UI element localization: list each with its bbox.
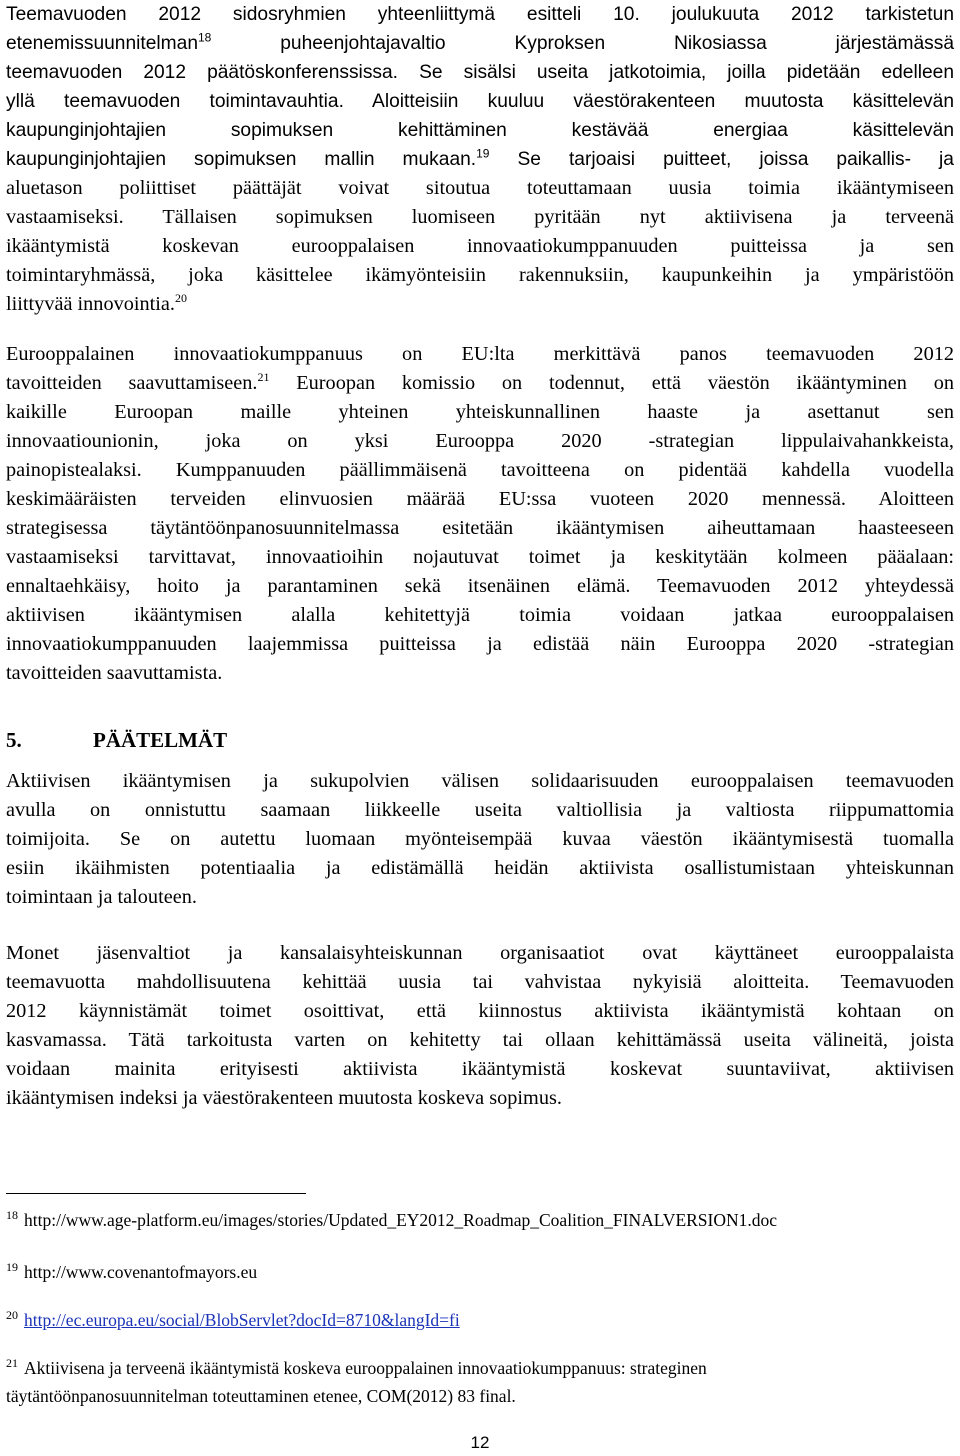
text-line: aluetason poliittiset päättäjät voivat sitoutua toteuttamaan uusia toimia ikääntymiseen [6,177,954,199]
text-line: strategisessa täytäntöönpanosuunnitelmassa esitetään ikääntymisen aiheuttamaan haasteeseen [6,517,954,539]
text-line: Aktiivisen ikääntymisen ja sukupolvien välisen solidaarisuuden eurooppalaisen teemavuoden [6,770,954,792]
footnote-ref-21[interactable]: 21 [257,370,270,385]
footnote-number: 18 [6,1208,18,1223]
footnote-link[interactable]: http://ec.europa.eu/social/BlobServlet?docId=8710&langId=fi [24,1310,460,1330]
text-line: kaikille Euroopan maille yhteinen yhteiskunnallinen haaste ja asettanut sen [6,401,954,423]
footnote-text: http://www.covenantofmayors.eu [24,1262,258,1282]
footnote-separator [6,1193,306,1194]
paragraph-2 [6,340,954,688]
text-line [6,29,954,58]
section-heading [6,728,227,753]
text-span: Euroopan komissio on todennut, että väestön ikääntyminen on [296,372,954,394]
text-line [6,145,954,174]
text-line: kasvamassa. Tätä tarkoitusta varten on kehitetty tai ollaan kehittämässä useita välineitä, joista [6,1029,954,1051]
page-number: 12 [470,1433,490,1452]
footnote-text: Aktiivisena ja terveenä ikääntymistä koskeva eurooppalainen innovaatiokumppanuus: strateginen [24,1358,707,1378]
text-line: voidaan mainita erityisesti aktiivista ikääntymistä koskevat suuntaviivat, aktiivisen [6,1058,954,1080]
text-line: painopistealaksi. Kumppanuuden päällimmäisenä tavoitteena on pidentää kahdella vuodella [6,459,954,481]
section-number: 5. [6,728,22,752]
footnote-number: 21 [6,1356,18,1371]
text-span: etenemissuunnitelman [6,33,198,54]
text-line: kaupunginjohtajien sopimuksen kehittäminen kestävää energiaa käsittelevän [6,120,954,141]
text-line: yllä teemavuoden toimintavauhtia. Aloitteisiin kuuluu väestörakenteen muutosta käsittelevän [6,91,954,112]
text-line: 2012 käynnistämät toimet osoittivat, että kiinnostus aktiivista ikääntymistä kohtaan on [6,1000,954,1022]
footnote-number: 20 [6,1308,18,1323]
footnote-21 [6,1354,954,1410]
text-line: Eurooppalainen innovaatiokumppanuus on EU:lta merkittävä panos teemavuoden 2012 [6,343,954,365]
text-line: vastaamiseksi tarvittavat, innovaatioihin nojautuvat toimet ja keskitytään kolmeen pääalaan: [6,546,954,568]
text-line: toimintaryhmässä, joka käsittelee ikämyönteisiin rakennuksiin, kaupunkeihin ja ympäristöön [6,264,954,286]
footnote-number: 19 [6,1260,18,1275]
text-line [6,290,954,319]
section-title: PÄÄTELMÄT [93,728,228,752]
text-line: ennaltaehkäisy, hoito ja parantaminen sekä itsenäinen elämä. Teemavuoden 2012 yhteydessä [6,575,954,597]
text-line: Teemavuoden 2012 sidosryhmien yhteenliittymä esitteli 10. joulukuuta 2012 tarkistetun [6,4,954,25]
text-line: ikääntymistä koskevan eurooppalaisen innovaatiokumppanuuden puitteissa ja sen [6,235,954,257]
footnote-20 [6,1306,954,1334]
text-line: Monet jäsenvaltiot ja kansalaisyhteiskunnan organisaatiot ovat käyttäneet eurooppalaista [6,942,954,964]
footnote-18 [6,1206,954,1234]
text-span: Se tarjoaisi puitteet, joissa paikallis- ja [517,149,954,170]
text-line: teemavuoden 2012 päätöskonferenssissa. Se sisälsi useita jatkotoimia, joilla pidetään edelleen [6,62,954,83]
footnote-text: http://www.age-platform.eu/images/stories/Updated_EY2012_Roadmap_Coalition_FINALVERSION1.doc [24,1210,778,1230]
paragraph-4 [6,939,954,1113]
text-span: liittyvää innovointia. [6,293,175,315]
footnote-ref-20[interactable]: 20 [174,291,187,306]
text-line: innovaatiokumppanuuden laajemmissa puitteissa ja edistää näin Eurooppa 2020 -strategian [6,633,954,655]
text-span: kaupunginjohtajien sopimuksen mallin mukaan. [6,149,477,170]
text-line: avulla on onnistuttu saamaan liikkeelle useita valtiollisia ja valtiosta riippumattomia [6,799,954,821]
text-line: toimintaan ja talouteen. [6,886,197,908]
footnote-19 [6,1258,954,1286]
text-line: ikääntymisen indeksi ja väestörakenteen muutosta koskeva sopimus. [6,1087,562,1109]
text-line: vastaamiseksi. Tällaisen sopimuksen luomiseen pyritään nyt aktiivisena ja terveenä [6,206,954,228]
text-line: tavoitteiden saavuttamista. [6,662,223,684]
text-span: tavoitteiden saavuttamiseen. [6,372,258,394]
text-line: esiin ikäihmisten potentiaalia ja edistämällä heidän aktiivista osallistumistaan yhteiskunnan [6,857,954,879]
footnote-text: täytäntöönpanosuunnitelman toteuttaminen etenee, COM(2012) 83 final. [6,1386,516,1406]
footnote-ref-19[interactable]: 19 [476,146,490,161]
paragraph-1 [6,0,954,319]
text-line: keskimääräisten terveiden elinvuosien määrää EU:ssa vuoteen 2020 mennessä. Aloitteen [6,488,954,510]
footnote-ref-18[interactable]: 18 [198,30,212,45]
text-line [6,369,954,398]
paragraph-3 [6,767,954,912]
text-line: toimijoita. Se on autettu luomaan myönteisempää kuvaa väestön ikääntymisestä tuomalla [6,828,954,850]
text-line: teemavuotta mahdollisuutena kehittää uusia tai vahvistaa nykyisiä aloitteita. Teemavuoden [6,971,954,993]
text-span: puheenjohtajavaltio Kyproksen Nikosiassa järjestämässä [280,33,954,54]
text-line: innovaatiounionin, joka on yksi Eurooppa 2020 -strategian lippulaivahankkeista, [6,430,954,452]
text-line: aktiivisen ikääntymisen alalla kehitettyjä toimia voidaan jatkaa eurooppalaisen [6,604,954,626]
